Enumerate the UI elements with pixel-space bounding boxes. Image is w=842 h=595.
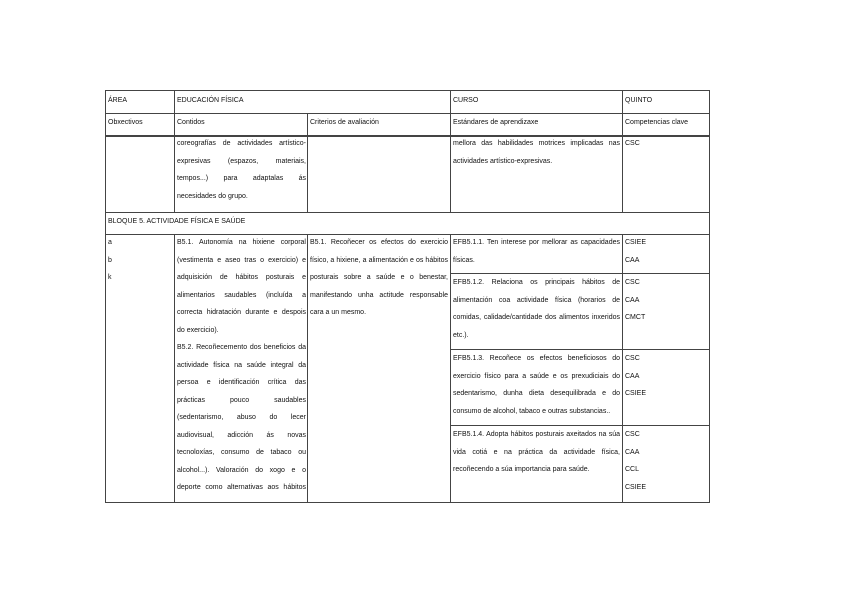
competence-code: CSC xyxy=(625,279,640,286)
competence-code: CSC xyxy=(625,140,640,147)
text-line: comidas, calidade/cantidade dos alimentos inxeridos xyxy=(453,314,620,321)
text-line: tempos...) para adaptalas ás xyxy=(177,175,306,182)
text-line: do exercicio). xyxy=(177,326,219,334)
table-border-top xyxy=(105,90,710,91)
competence-code: CSIEE xyxy=(625,239,647,246)
text-line: coreografías de actividades artístico- xyxy=(177,140,306,147)
text-line: tecnoloxías, consumo de tabaco ou xyxy=(177,449,306,456)
text-line: expresivas (espazos, materiais, xyxy=(177,157,306,165)
col-divider xyxy=(450,234,451,503)
objective-letter: a xyxy=(108,239,112,246)
standard-efb514 xyxy=(453,426,620,479)
competences-efb511 xyxy=(625,234,707,269)
objective-letter: b xyxy=(108,256,112,264)
competence-code: CMCT xyxy=(625,314,646,321)
competence-code: CAA xyxy=(625,296,640,304)
text-line: prácticas pouco saudables xyxy=(177,396,306,404)
course-value: QUINTO xyxy=(625,97,653,104)
text-line: manifestando unha actitude responsable xyxy=(310,291,448,299)
text-line: B5.2. Recoñecemento dos beneficios da xyxy=(177,344,306,351)
text-line: audiovisual, adicción ás novas xyxy=(177,431,306,439)
text-line: consumo de alcohol, tabaco e outras substancias.. xyxy=(453,407,611,415)
col-divider xyxy=(450,90,451,213)
text-line: persoa e identificación crítica das xyxy=(177,379,306,386)
area-label: ÁREA xyxy=(108,97,128,104)
text-line: posturais sobre a saúde e o benestar, xyxy=(310,274,448,281)
text-line: mellora das habilidades motrices implicadas nas xyxy=(453,140,620,147)
col-divider xyxy=(174,234,175,503)
competences-efb512 xyxy=(625,274,707,327)
text-line: EFB5.1.1. Ten interese por mellorar as capacidades xyxy=(453,239,620,246)
column-header-criteria: Criterios de avaliación xyxy=(310,119,379,126)
text-line: físico, a hixiene, a alimentación e os hábitos xyxy=(310,256,448,264)
competence-code: CSC xyxy=(625,355,640,362)
competence-code: CCL xyxy=(625,466,640,473)
objective-letter: k xyxy=(108,274,112,281)
column-header-objectives: Obxectivos xyxy=(108,119,143,126)
block-contents xyxy=(177,234,306,497)
text-line: etc.). xyxy=(453,331,469,339)
text-line: vida cotiá e na práctica da actividade física, xyxy=(453,448,620,456)
competence-code: CAA xyxy=(625,448,640,456)
text-line: (vestimenta e aseo tras o exercicio) e xyxy=(177,256,306,264)
text-line: alcohol...). Valoración do xogo e o xyxy=(177,466,306,474)
text-line: (sedentarismo, abuso do lecer xyxy=(177,414,306,421)
text-line: alimentarios saudables (incluída a xyxy=(177,291,306,299)
text-line: sedentarismo, dunha dieta desequilibrada e do xyxy=(453,390,620,397)
text-line: exercicio físico para a saúde e os prexudiciais do xyxy=(453,372,620,380)
competences-efb513 xyxy=(625,350,707,403)
text-line: actividades artístico-expresivas. xyxy=(453,157,553,165)
text-line: necesidades do grupo. xyxy=(177,192,248,200)
table-border-bottom xyxy=(105,502,710,503)
col-divider xyxy=(307,113,308,213)
text-line: recoñecendo a súa importancia para saúde. xyxy=(453,466,590,473)
text-line: EFB5.1.2. Relaciona os principais hábitos de xyxy=(453,279,620,286)
competence-code: CSIEE xyxy=(625,390,647,397)
course-label: CURSO xyxy=(453,97,479,104)
col-divider xyxy=(622,90,623,213)
continuation-competences xyxy=(625,135,707,153)
table-border-right xyxy=(709,90,710,503)
block-title: BLOQUE 5. ACTIVIDADE FÍSICA E SAÚDE xyxy=(108,218,246,225)
competence-code: CSC xyxy=(625,431,640,438)
col-divider xyxy=(622,234,623,503)
text-line: B5.1. Recoñecer os efectos do exercicio xyxy=(310,239,448,246)
continuation-contents xyxy=(177,135,306,205)
column-header-contents: Contidos xyxy=(177,119,205,126)
column-header-competences: Competencias clave xyxy=(625,119,689,126)
subject-name: EDUCACIÓN FÍSICA xyxy=(177,97,244,104)
text-line: EFB5.1.3. Recoñece os efectos beneficiosos do xyxy=(453,355,620,362)
block-criteria xyxy=(310,234,448,322)
text-line: correcta hidratación durante e despois xyxy=(177,309,306,316)
text-line: actividade física na saúde integral da xyxy=(177,361,306,369)
competence-code: CAA xyxy=(625,372,640,380)
continuation-standards xyxy=(453,135,620,170)
block-objectives xyxy=(108,234,172,287)
competences-efb514 xyxy=(625,426,707,496)
competence-code: CSIEE xyxy=(625,483,647,491)
column-header-standards: Estándares de aprendizaxe xyxy=(453,119,539,126)
standard-efb513 xyxy=(453,350,620,420)
competence-code: CAA xyxy=(625,256,640,264)
table-border-left xyxy=(105,90,106,503)
text-line: B5.1. Autonomía na hixiene corporal xyxy=(177,239,306,246)
text-line: adquisición de hábitos posturais e xyxy=(177,274,306,281)
text-line: físicas. xyxy=(453,256,475,264)
text-line: alimentación coa actividade física (horarios de xyxy=(453,296,620,304)
text-line: cara a un mesmo. xyxy=(310,309,367,316)
col-divider xyxy=(174,90,175,213)
text-line: EFB5.1.4. Adopta hábitos posturais axeitados na súa xyxy=(453,431,620,438)
text-line: deporte como alternativas aos hábitos xyxy=(177,484,306,491)
col-divider xyxy=(307,234,308,503)
standard-efb511 xyxy=(453,234,620,269)
standard-efb512 xyxy=(453,274,620,344)
